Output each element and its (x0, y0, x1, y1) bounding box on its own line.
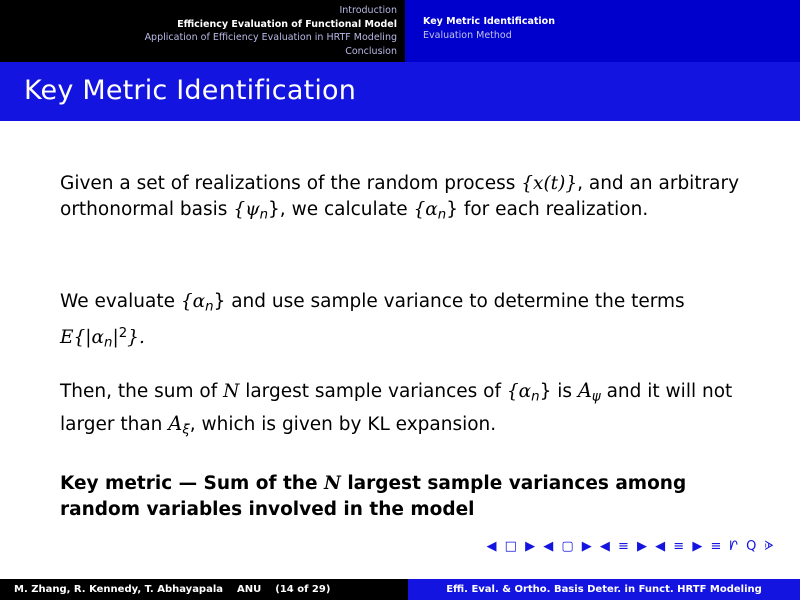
nav-subsections-right (405, 0, 800, 62)
footer (0, 579, 800, 600)
p4-text-b: largest sample variances among random variables involved in the model (60, 473, 687, 520)
p3-script-a-xi: A (168, 411, 183, 435)
p3-set-alpha-sub: n (531, 389, 540, 405)
footer-authors-block (0, 579, 408, 600)
paragraph-2 (60, 289, 750, 356)
nav-item-application-hrtf[interactable]: Application of Efficiency Evaluation in HRTF Modeling (144, 32, 397, 43)
paragraph-3 (60, 378, 750, 443)
footer-institution: ANU (237, 584, 262, 595)
navigation-bar (0, 0, 800, 62)
nav-item-introduction[interactable]: Introduction (339, 5, 397, 16)
p3-text-c: } is (539, 381, 578, 402)
nav-item-efficiency-evaluation[interactable]: Efficiency Evaluation of Functional Model (177, 18, 397, 30)
nav-item-key-metric-identification[interactable]: Key Metric Identification (423, 16, 555, 27)
p2-expr-rest: {|α (73, 326, 105, 348)
p2-expr-E: E (60, 326, 74, 348)
slide-navigation-controls[interactable]: ◀ □ ▶ ◀ ▢ ▶ ◀ ≡ ▶ ◀ ≡ ▶ ≡ ᗁ Q ᗇ (486, 539, 776, 554)
footer-paper-title: Effi. Eval. & Ortho. Basis Deter. in Funct. HRTF Modeling (408, 579, 800, 600)
p2-set-alpha-sub: n (205, 299, 214, 315)
p1-text-d: } for each realization. (446, 199, 649, 220)
p4-symbol-N: N (323, 473, 341, 494)
footer-page-number: (14 of 29) (275, 584, 331, 595)
p2-expr-sub: n (104, 335, 113, 351)
paragraph-1 (60, 171, 750, 229)
page-title: Key Metric Identification (24, 75, 357, 106)
footer-authors: M. Zhang, R. Kennedy, T. Abhayapala (14, 584, 224, 595)
p1-set-psi-sub: n (259, 207, 269, 223)
p1-set-alpha: {α (413, 199, 438, 220)
p2-expr-bar: | (112, 326, 119, 348)
p1-set-psi: {ψ (233, 199, 260, 220)
p1-text-b: , and an arbitrary orthonormal basis (60, 173, 740, 220)
p4-text-a: Key metric — Sum of the (60, 473, 324, 494)
p2-set-alpha: {α (180, 291, 206, 312)
p2-text-b: } and use sample variance to determine the terms (213, 291, 685, 312)
p3-symbol-N: N (223, 381, 240, 402)
p2-expr-end: }. (127, 326, 145, 348)
nav-item-conclusion[interactable]: Conclusion (345, 45, 397, 57)
p3-text-b: largest sample variances of (239, 381, 507, 402)
slide-title-band (0, 62, 800, 121)
p3-set-alpha: {α (506, 381, 532, 402)
nav-sections-left (0, 0, 405, 62)
paragraph-4-key-metric (60, 471, 750, 523)
p3-script-a-psi: A (577, 379, 592, 402)
p1-text-a: Given a set of realizations of the random process (60, 173, 522, 194)
nav-item-evaluation-method[interactable]: Evaluation Method (423, 29, 512, 41)
p1-set-x: {x(t)} (521, 173, 578, 194)
p3-text-d: and it will not larger than (60, 381, 733, 435)
p2-expr-sup: 2 (118, 325, 128, 341)
p3-script-a-psi-sub: ψ (591, 389, 601, 405)
slide-body (0, 121, 800, 571)
p1-text-c: }, we calculate (268, 199, 414, 220)
p3-text-e: , which is given by KL expansion. (189, 413, 497, 435)
p3-text-a: Then, the sum of (60, 381, 224, 402)
p3-script-a-xi-sub: ξ (182, 422, 190, 438)
p2-text-a: We evaluate (60, 291, 181, 312)
p1-set-alpha-sub: n (437, 207, 447, 223)
